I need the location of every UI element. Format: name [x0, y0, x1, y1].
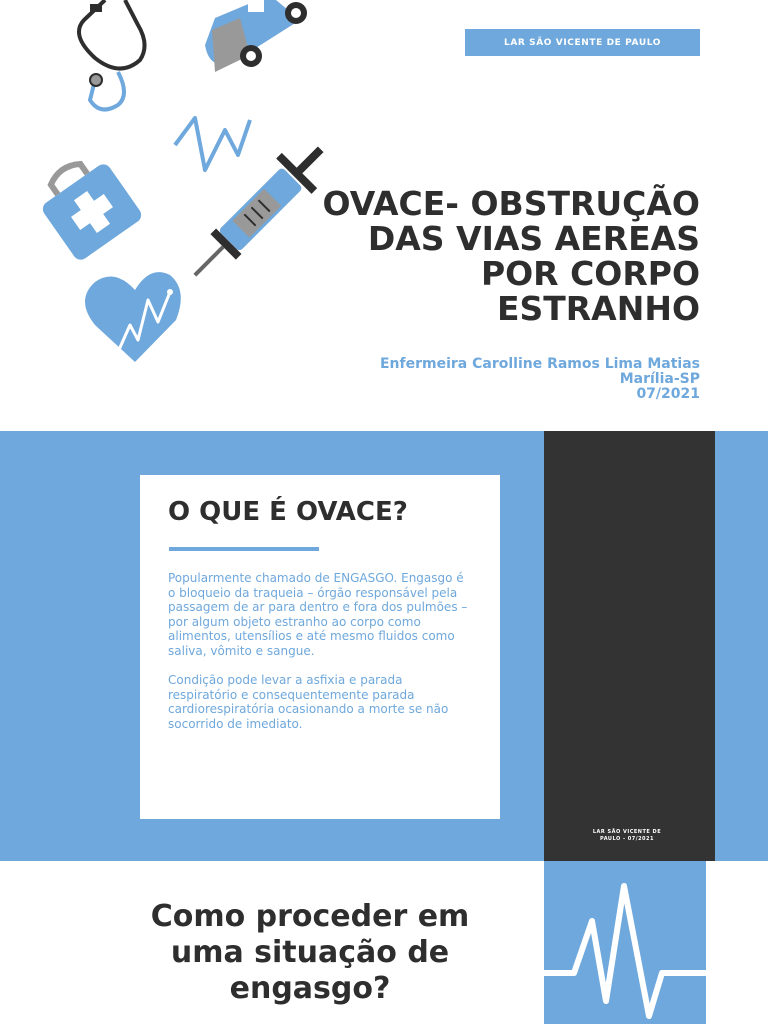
slide-title [280, 186, 700, 326]
author-block [380, 357, 700, 402]
title-line: POR CORPO [480, 254, 700, 293]
section-body [168, 571, 468, 746]
heading-underline [169, 547, 319, 551]
ambulance-icon [205, 0, 307, 72]
question-line: Como proceder em [150, 899, 470, 934]
author-date: 07/2021 [636, 386, 700, 402]
body-paragraph: Popularmente chamado de ENGASGO. Engasgo é o bloqueio da traqueia – órgão responsável pela passagem de ar para dentro e fora dos pulmões – por algum objeto estranho ao corpo como alimentos, utensílios e até mesmo fluidos como saliva, vômito e sangue. [168, 571, 468, 658]
side-footer [577, 829, 677, 843]
question-heading [130, 899, 490, 1007]
first-aid-kit-icon [30, 147, 145, 263]
question-line: uma situação de [170, 935, 450, 970]
body-paragraph: Condição pode levar a asfixia e parada respiratório e consequentemente parada cardiorespiratória ocasionando a morte se não socorrido de imediato. [168, 673, 449, 731]
pulse-panel [544, 861, 706, 1024]
side-footer-line: PAULO - 07/2021 [600, 836, 654, 842]
author-name: Enfermeira Carolline Ramos Lima Matias [379, 356, 700, 372]
pulse-line-icon [544, 861, 706, 1024]
author-city: Marília-SP [619, 371, 700, 387]
question-line: engasgo? [229, 971, 391, 1006]
stethoscope-icon [79, 0, 145, 109]
info-card [140, 475, 500, 819]
section-heading: O QUE É OVACE? [168, 497, 408, 527]
title-line: ESTRANHO [496, 289, 700, 328]
organization-tag: LAR SÃO VICENTE DE PAULO [465, 29, 700, 56]
side-footer-line: LAR SÃO VICENTE DE [592, 829, 662, 835]
dark-column [544, 431, 715, 861]
title-line: DAS VIAS AEREAS [367, 219, 700, 258]
title-line: OVACE- OBSTRUÇÃO [322, 184, 700, 223]
heart-pulse-icon [85, 272, 181, 362]
heartbeat-line-icon [175, 118, 250, 170]
